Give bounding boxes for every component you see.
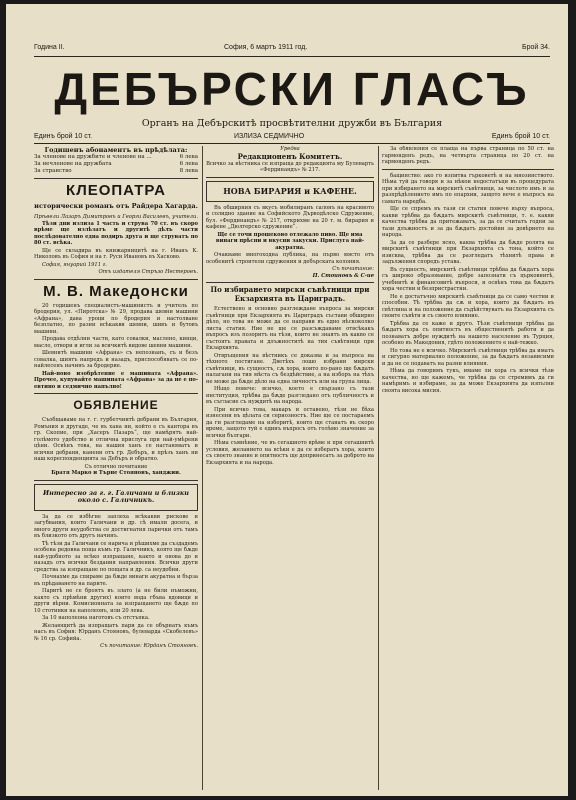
galichani-text-3: Почнахме да спираме да бѫде винаги акуратна и бърза въ прѣдаването на парите. (34, 574, 198, 587)
top-rule (34, 56, 550, 57)
editorial-intro: Уредва (280, 146, 300, 152)
announcement-heading: ОБЯВЛЕНИЕ (73, 398, 159, 412)
editorial-address: Всичко за вѣстника се изпраща до редакцията му Булеварть «Фердинандъ» № 217. (206, 160, 374, 173)
galichani-text-2: Тѣ тѣзи да Галичани се нарича и рѣшихме да създадемъ особена редовна поща къмъ гр. Галичникъ, която щe бѫде най-удобното за всѣко изпращане, както и онова до и назадъ отъ всички бездания направления. Всички други средства за изпращане по пощата и др. са неудобни. (34, 540, 198, 573)
galichani-text-5: За 10 наполеона наготовъ съ отстъпка. (42, 615, 150, 621)
price-left: Единъ брой 10 ст. (34, 133, 93, 140)
cleopatra-date: София, януарий 1911 г. (42, 261, 107, 268)
cleopatra-subheading: исторически романъ отъ Райдера Хагарда. (34, 202, 198, 210)
subscription-row: За нечленове на дружбата 6 лева (34, 161, 198, 167)
year-label: Година II. (34, 44, 65, 51)
election-text-2: Отвръщения на вѣстникъ се доказва и за въпроса на тѣхното постигане. Дветѣхъ лошо избрани мирски съвѣтници, въ сущностъ, сѫ хора, които по-рано ще бѫдатъ налагани на тия мѣста съ бездѣйствие, а на изборъ на тѣхъ не може да бѫде дѣло на една личностъ или на група лица. (206, 352, 374, 385)
column-2 (206, 146, 374, 790)
cafe-text: Въ обширния съ вкусъ мобилиранъ салонъ на красивото и солидно здание на Софийското Дърводѣлско Сдружение, бул. «Фердинандъ» № 217, открихме на 20 т. м. бирария и кафене „Дюлгерско сдружение“. (206, 204, 374, 230)
divider (34, 279, 198, 280)
election-text-3: Нѣщо повече: всичко, което е свързано съ тази институция, трѣбва да бѫде разгледано отъ публичностъ и въ съгласие съ нуждитѣ на народа. (206, 386, 374, 405)
galichani-text-6: Желающитѣ да изпращатъ пари да се обърнатъ къмъ насъ въ София: Юрданъ Стояновъ, булеварда «Скобелевъ» № 16 ср. Софийа. (34, 622, 198, 642)
election-text: Естествено и основно разглеждане въпроса за мирски съвѣтници при Екзархията въ Цариградъ състави обширно дѣло, но това не може да се направи въ едно нѣскоколко листа статия. Ние не ще се разсъждаваме отвсѣкакъ въпросъ изъ позоритъ на тѣзи, които не знаятъ въ какво се състоятъ правата и длъжноститѣ на тия съвѣтници при Екзархията. (206, 306, 374, 351)
subscription-row: За членове на дружбите и членове на ... 6 лева (34, 154, 198, 160)
galichani-text: За да се избѣгне заплеха всѣкакви рискове и загубвания, които Галичани и др. сѣ имали досега, и много други неудобства се достигнатия парички отъ тамъ въ близкото отъ другъ начинъ. (34, 513, 198, 539)
makedonski-text-4: Най-ново изобрѣтение е машината «Афрана». Прочее, купувайте машината «Афрана» за да не е по-евтино и седмично напълно! (34, 370, 198, 390)
cleopatra-translators: Прѣвели Лазаръ Димитровъ и Георги Василевъ, учители. (34, 214, 198, 220)
divider (206, 177, 374, 178)
makedonski-text-2: Продава отдѣлни части, като совалки, маслено, кинци, масло, отвори и игли за всичкитѣ видове шевни машини. (34, 336, 198, 349)
cafe-box (206, 181, 374, 202)
article-continued-7: Но това не е всичко. Мирскитѣ съвѣтници трѣбва да иматъ и сигурно материално положение, за да бѫдатъ независими и да не се подаватъ на разни влияния. (382, 347, 554, 367)
article-continued-1: бащинство: ако го изпитва гърковетѣ и на мнозинството. Нѣма туй да говоря и за нѣкои недостатъци въ процедурата при избирането на мирскитѣ съвѣтници, за числото имъ и за разпрѣдѣлението имъ по епархии, защото вече е въпросъ на самата наредба. (382, 172, 554, 205)
divider (34, 178, 198, 179)
article-continued-3: За да се разбере ясно, каква трѣбва да бѫде ролята на мирскитѣ съвѣтници при Екзархията съ тона, който се изисква, трѣбва да се разгледатъ тѣхнитѣ права и задължения споредъ устава. (382, 239, 554, 265)
cleopatra-text-2: Ще се складира въ книжарницитѣ на г. Иванъ К. Николовъ въ София и на г. Руси Ивановъ въ Хасково. (34, 247, 198, 260)
election-text-4: При всичко това, макаръ и оставено, тѣзи не бѣха изнесени въ цѣлата си сериозностъ. Ние ще се постараемъ да ги разгледаме на изборитѣ, които ще станатъ въ скоро време, защото туй е единъ въпросъ отъ голѣмо значение за всички българи. (206, 406, 374, 439)
article-continued-5: Не е достатъчно мирскитѣ съвѣтници да се само честни и способни. Тѣ трѣбва да сѫ и хора, които да бѫдатъ въ свѣтлина и на положение да съдѣйствуватъ на Екзархията съ своите съвѣти и съ своето влияние. (382, 293, 554, 319)
divider (382, 169, 554, 170)
cleopatra-heading: КЛЕОПАТРА (66, 182, 166, 199)
masthead-rule (34, 143, 550, 144)
announcement-text: Съобщавамe на г. г. гурбетчиитѣ дебрани въ България, Ромъния и другаде, че въ хана ни, който е съ кантора въ гр. Скопие, при „Хасеръ Пазаръ“, ще намѣрятъ най-голѣмото удобство и отлична прислуга при най-умѣрени цѣни. Освѣнъ това, на нашия ханъ се настаняватъ и всички дебрани, канени отъ гр. Дебъръ, и прѣзъ ханъ ни наш кореспонденцията за Дебъръ и обратно. (34, 417, 198, 462)
divider (34, 393, 198, 394)
cafe-sign: Съ почитание: (332, 266, 374, 272)
article-continued-2: Ще се спремъ въ тази си статия повече върху въпроса, какви трѣбва да бѫдатъ мирскитѣ съвѣтници, т. е. какви качества трѣбва да притежаватъ, за да се считатъ годни за тази длъжностъ и за да бѫдатъ достойни за довѣрието на народа. (382, 206, 554, 238)
newspaper-page (6, 4, 568, 796)
election-text-5: Нѣма съмнѣние, че въ сегашното врѣме и при сегашнитѣ условия, желанието на всѣки е да се избератъ хора, които съ своето знание и опитностъ ще допринесатъ за доброто на Екзархията и на народа. (206, 440, 374, 466)
masthead-title: ДЕБЪРСКИ ГЛАСЪ (54, 63, 530, 115)
article-continued-4: Въ сущностъ, мирскитѣ съвѣтници трѣбва да бѫдатъ хора съ широко образование, добре запознати съ църковнитѣ, учебнитѣ и финансовитѣ въпроси, и освѣнъ това да бѫдатъ хора честни и безпристрастни. (382, 266, 554, 292)
subscription-title: Годишенъ абонаментъ въ прѣдѣлата: (44, 146, 188, 154)
organ-subtitle: Органъ на Дебърскитѣ просвѣтителни дружби въ България (141, 118, 443, 129)
column-1 (34, 146, 198, 790)
divider (34, 480, 198, 481)
article-continued-6: Трѣбва да се каже и друго. Тѣзи съвѣтници трѣбва да бѫдатъ хора съ опитностъ въ общественитѣ работи и да познаватъ добре нуждитѣ на нашето население въ Турция, особено въ Македония, гдѣто положението е най-тежко. (382, 320, 554, 346)
column-3 (382, 146, 554, 790)
weekly-label: ИЗЛИЗА СЕДМИЧНО (234, 133, 305, 140)
editorial-committee: Редакционенъ Комитетъ. (237, 151, 343, 161)
election-heading: По избирането мирски съвѣтници при Екзархията въ Цариградъ. (210, 285, 370, 303)
cafe-heading: НОВА БИРАРИЯ и КАФЕНЕ. (223, 185, 357, 196)
cleopatra-text: Тѣзи дни излиза 1 часть и струва 70 ст. въ скоро врѣме ще излѣзатъ и другитѣ дѣлъ части послѣдователно една подиръ друга и ще струватъ по 80 ст. всѣка. (34, 220, 198, 246)
announcement-sign: Съ отлично почитание (84, 463, 148, 470)
galichani-box (34, 484, 198, 511)
cafe-text-2: Ще се точи прошеково отлежало пиво. Ще има винаги прѣсни и вкусни закуски. Прислуга най-акуратна. (215, 231, 365, 251)
makedonski-heading: М. В. Македонски (43, 282, 189, 300)
announcement-names: Братя Марко и Търне Стояновъ, ханджии. (51, 470, 181, 476)
date-label: София, 6 мартъ 1911 год. (224, 44, 308, 51)
subscription-row: За странство 8 лева (34, 168, 198, 174)
galichani-heading: Интересно за г. г. Галичани и близки около с. Галичникъ. (42, 488, 190, 504)
price-right: Единъ брой 10 ст. (491, 133, 550, 140)
column-divider-1 (202, 146, 203, 790)
makedonski-text-3: Шевнитѣ машини «Афрана» съ непознанъ, съ и безъ совалка, шиятъ напредъ и назадъ, приспособяватъ се по-найлесенъ начинъ за бродерие. (34, 350, 198, 369)
makedonski-text: 20 годишенъ специалистъ-машинистъ и учитель по бродерия, ул. «Пиротска» № 29, продава шевни машини «Афрана», дава уроци по бродерия и настолване безплатно, по разни всѣкакви шевни, шивъ и бутовъ машини. (34, 302, 198, 335)
ads-notice: За обявления се плаща на първа страница по 50 ст. на гармонденъ редъ, на четвърта страница по 20 ст. на гармонденъ редъ. (382, 146, 554, 165)
issue-label: Брой 34. (522, 44, 550, 51)
galichani-sign: Съ почитание: Юрданъ Стояновъ. (100, 643, 198, 649)
cafe-names: П. Стоиновъ & С-ие (312, 272, 374, 279)
article-continued-8: Нѣма да говоримъ тукъ, имаме ли хора съ всички тѣзи качества, но ще кажемъ, че трѣбва да се стремимъ да ги намѣримъ и избираме, за да може Екзархията да изпълни своята висока мисия. (382, 368, 554, 394)
cafe-text-3: Очакваме многоходна публика, на първо място отъ особенитѣ строители сдружения и дебърската колония. (206, 252, 374, 265)
divider (206, 282, 374, 283)
cleopatra-publisher: Отъ издателя Стръзо Нестеровъ. (98, 269, 198, 275)
column-divider-2 (378, 146, 379, 790)
galichani-text-4: Паритѣ не се броятъ въ злато (а не били нъможни, както съ прѣмѣни других) които вода гбъва вдовици и други вѣрни. Комисионната за изпращането ще бѫде по 10 стотинки на наполеонъ, или 20 лева. (34, 588, 198, 614)
